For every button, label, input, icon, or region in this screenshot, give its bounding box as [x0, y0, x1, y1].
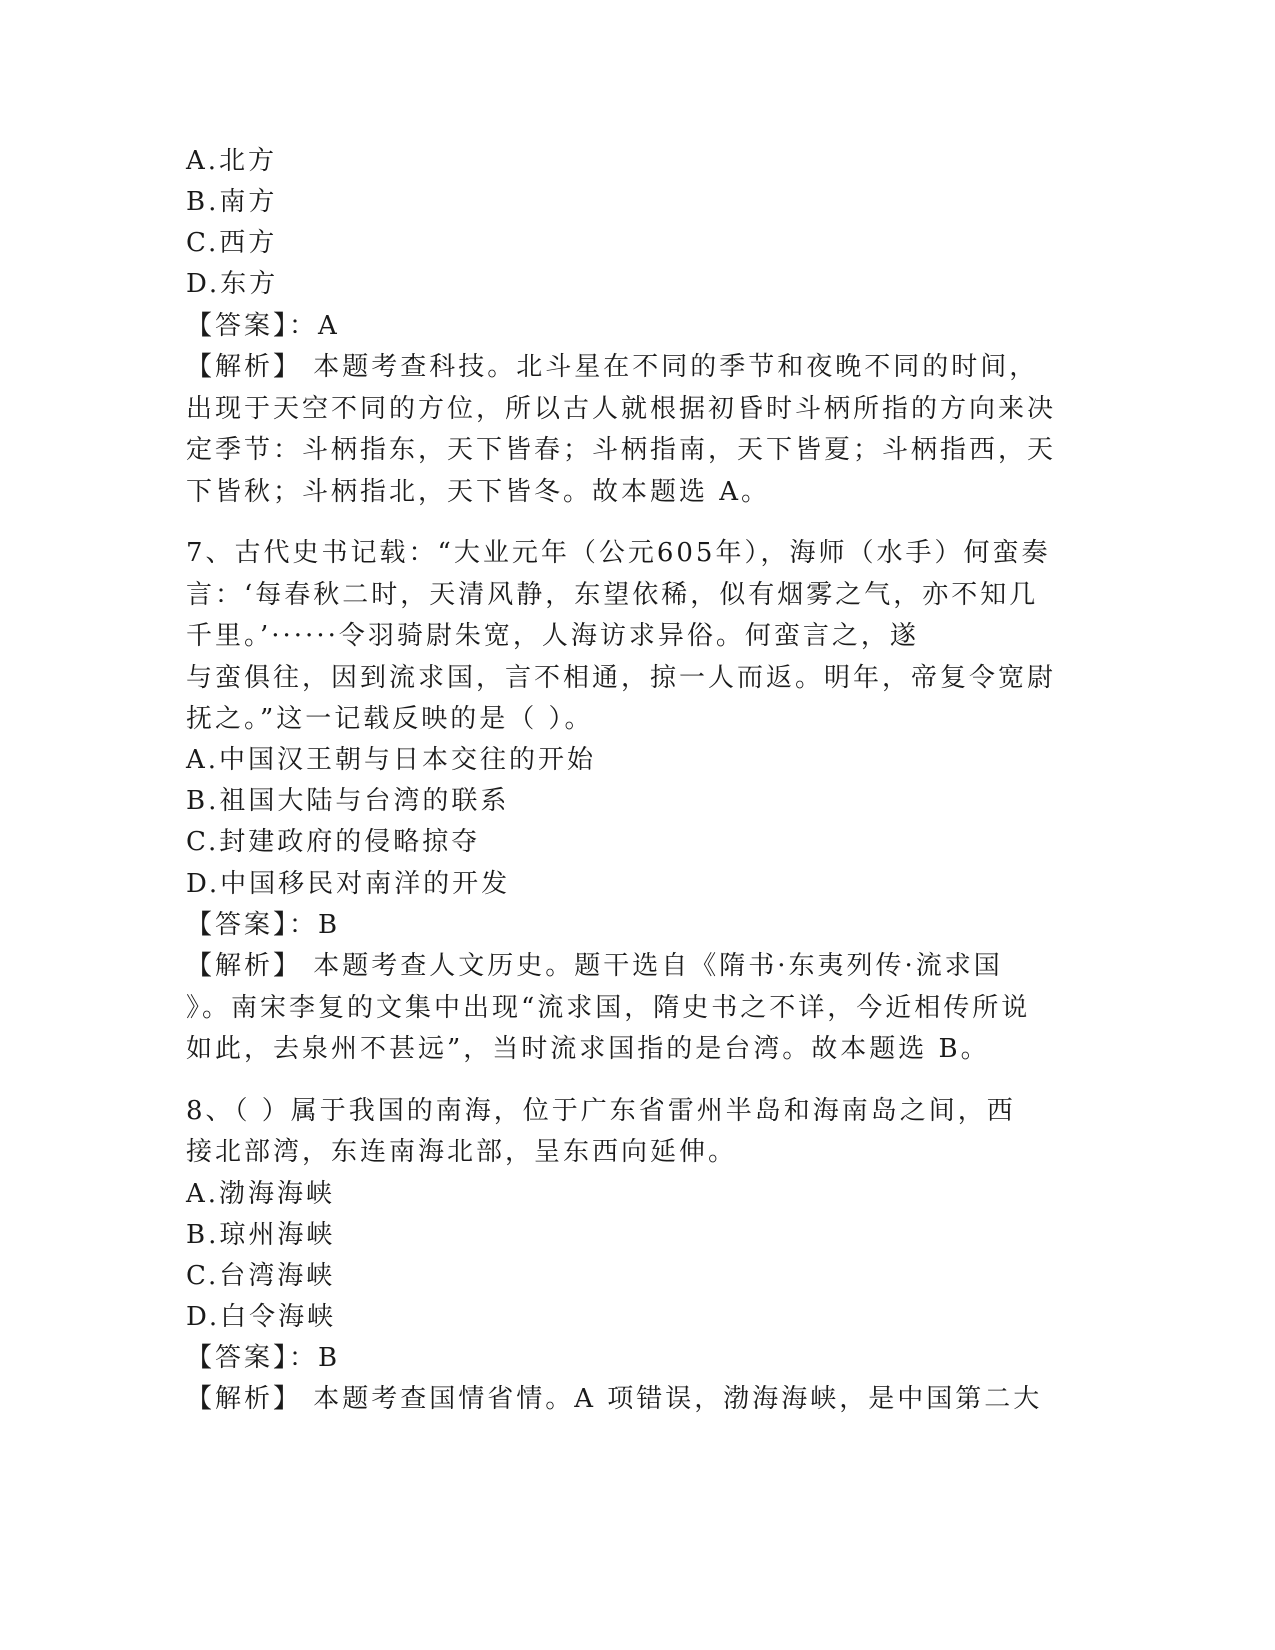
q6-option-c: C.西方 [186, 228, 278, 258]
q7-option-c: C.封建政府的侵略掠夺 [186, 827, 481, 857]
q6-option-b: B.南方 [186, 187, 278, 217]
q8-stem-line: 8、（ ）属于我国的南海，位于广东省雷州半岛和海南岛之间，西 [186, 1096, 1016, 1126]
q6-analysis-line: 出现于天空不同的方位，所以古人就根据初昏时斗柄所指的方向来决 [186, 394, 1057, 424]
q7-stem-line: 7、古代史书记载：“大业元年（公元605年），海师（水手）何蛮奏 [186, 538, 1051, 568]
q7-option-a: A.中国汉王朝与日本交往的开始 [186, 745, 597, 775]
q8-option-a: A.渤海海峡 [186, 1179, 336, 1209]
q7-answer: 【答案】：B [186, 910, 341, 940]
q7-stem-line: 千里。’······令羽骑尉朱宽，人海访求异俗。何蛮言之，遂 [186, 621, 919, 651]
q6-option-d: D.东方 [186, 269, 279, 299]
q8-option-d: D.白令海峡 [186, 1302, 337, 1332]
q6-analysis-line: 定季节：斗柄指东，天下皆春；斗柄指南，天下皆夏；斗柄指西，天 [186, 435, 1057, 465]
q6-analysis-line: 【解析】 本题考查科技。北斗星在不同的季节和夜晚不同的时间， [186, 352, 1039, 382]
q7-stem-line: 言：‘每春秋二时，天清风静，东望依稀，似有烟雾之气，亦不知几 [186, 580, 1039, 610]
q6-option-a: A.北方 [186, 146, 278, 176]
q8-analysis-line: 【解析】 本题考查国情省情。A 项错误，渤海海峡，是中国第二大 [186, 1384, 1043, 1414]
q6-answer: 【答案】：A [186, 311, 340, 341]
q8-answer: 【答案】：B [186, 1343, 341, 1373]
q7-analysis-line: 【解析】 本题考查人文历史。题干选自《隋书·东夷列传·流求国 [186, 951, 1003, 981]
q6-analysis-line: 下皆秋；斗柄指北，天下皆冬。故本题选 A。 [186, 477, 771, 507]
q7-analysis-line: 》。南宋李复的文集中出现“流求国，隋史书之不详，今近相传所说 [186, 993, 1031, 1023]
q8-option-b: B.琼州海峡 [186, 1220, 336, 1250]
q7-option-d: D.中国移民对南洋的开发 [186, 869, 511, 899]
q7-stem-line: 抚之。”这一记载反映的是（ ）。 [186, 704, 594, 734]
q7-option-b: B.祖国大陆与台湾的联系 [186, 786, 510, 816]
q8-stem-line: 接北部湾，东连南海北部，呈东西向延伸。 [186, 1137, 738, 1167]
q8-option-c: C.台湾海峡 [186, 1261, 336, 1291]
q7-stem-line: 与蛮俱往，因到流求国，言不相通，掠一人而返。明年，帝复令宽尉 [186, 663, 1057, 693]
q7-analysis-line: 如此，去泉州不甚远”，当时流求国指的是台湾。故本题选 B。 [186, 1034, 990, 1064]
